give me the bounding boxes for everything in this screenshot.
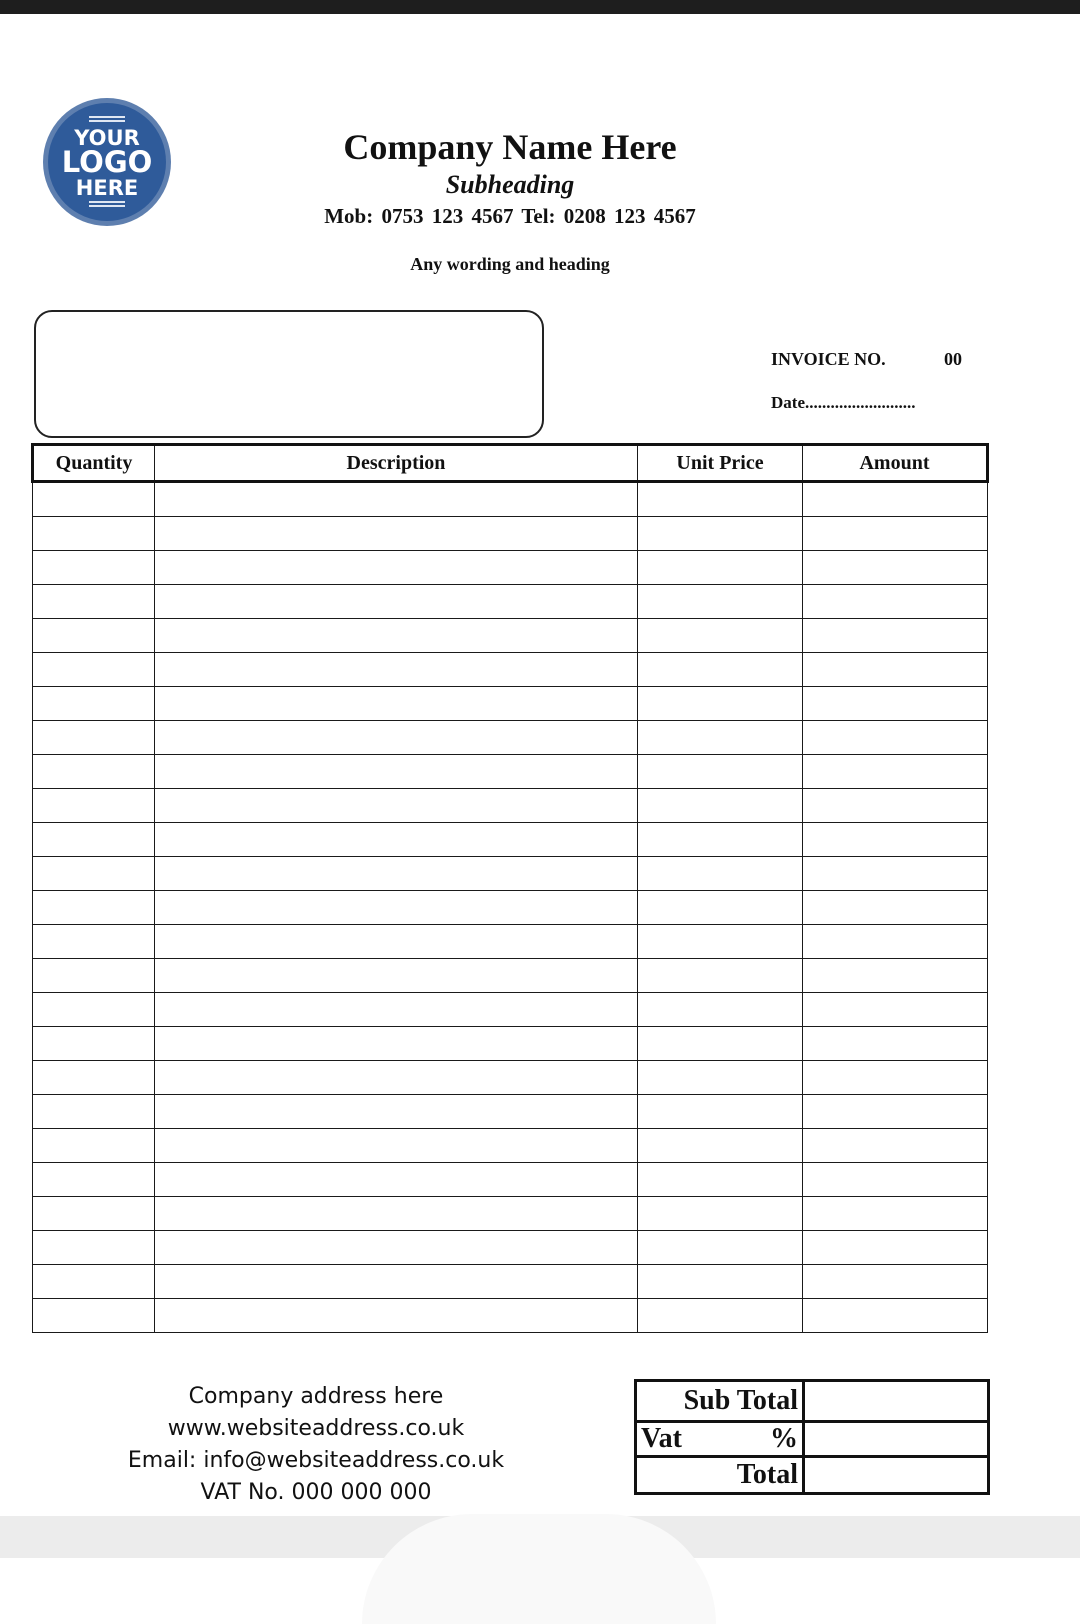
table-row: [33, 1129, 988, 1163]
unit-price-cell[interactable]: [638, 1299, 803, 1333]
top-bar: [0, 0, 1080, 14]
company-name: Company Name Here: [343, 127, 677, 167]
description-cell[interactable]: [155, 1197, 638, 1231]
total-label: Total: [636, 1457, 804, 1494]
total-value[interactable]: [804, 1457, 989, 1494]
invoice-number-value: 00: [944, 349, 962, 369]
unit-price-cell[interactable]: [638, 653, 803, 687]
amount-cell[interactable]: [803, 755, 988, 789]
unit-price-cell[interactable]: [638, 789, 803, 823]
amount-cell[interactable]: [803, 1061, 988, 1095]
table-row: [33, 1163, 988, 1197]
table-row: [33, 585, 988, 619]
unit-price-cell[interactable]: [638, 1129, 803, 1163]
amount-cell[interactable]: [803, 891, 988, 925]
description-cell[interactable]: [155, 687, 638, 721]
table-row: [33, 1095, 988, 1129]
unit-price-cell[interactable]: [638, 687, 803, 721]
vat-label-cell: [636, 1422, 804, 1457]
amount-cell[interactable]: [803, 1129, 988, 1163]
amount-cell[interactable]: [803, 721, 988, 755]
table-row: [33, 653, 988, 687]
description-cell[interactable]: [155, 789, 638, 823]
unit-price-cell[interactable]: [638, 517, 803, 551]
vat-label: Vat: [641, 1423, 682, 1454]
line-items-table: [31, 443, 989, 1333]
table-row: [33, 1299, 988, 1333]
quantity-cell[interactable]: [33, 823, 155, 857]
description-cell[interactable]: [155, 857, 638, 891]
description-cell[interactable]: [155, 925, 638, 959]
vat-percent-sign: %: [770, 1423, 798, 1454]
unit-price-cell[interactable]: [638, 1197, 803, 1231]
sub-total-value[interactable]: [804, 1381, 989, 1422]
table-row: [33, 1231, 988, 1265]
quantity-cell[interactable]: [33, 653, 155, 687]
amount-cell[interactable]: [803, 1231, 988, 1265]
amount-cell[interactable]: [803, 1027, 988, 1061]
table-row: [33, 993, 988, 1027]
quantity-cell[interactable]: [33, 1095, 155, 1129]
company-footer: [110, 1381, 522, 1509]
description-cell[interactable]: [155, 755, 638, 789]
description-cell[interactable]: [155, 482, 638, 517]
table-row: [33, 482, 988, 517]
amount-cell[interactable]: [803, 653, 988, 687]
table-row: [33, 551, 988, 585]
header-description: Description: [155, 445, 638, 482]
description-cell[interactable]: [155, 1095, 638, 1129]
table-row: [33, 1027, 988, 1061]
description-cell[interactable]: [155, 585, 638, 619]
description-cell[interactable]: [155, 551, 638, 585]
description-cell[interactable]: [155, 517, 638, 551]
unit-price-cell[interactable]: [638, 1163, 803, 1197]
amount-cell[interactable]: [803, 1095, 988, 1129]
unit-price-cell[interactable]: [638, 585, 803, 619]
customer-address-box[interactable]: [34, 310, 544, 438]
description-cell[interactable]: [155, 993, 638, 1027]
totals-table: [634, 1379, 990, 1495]
unit-price-cell[interactable]: [638, 1061, 803, 1095]
unit-price-cell[interactable]: [638, 1231, 803, 1265]
company-logo: [42, 97, 172, 227]
amount-cell[interactable]: [803, 687, 988, 721]
unit-price-cell[interactable]: [638, 755, 803, 789]
unit-price-cell[interactable]: [638, 1095, 803, 1129]
description-cell[interactable]: [155, 1299, 638, 1333]
unit-price-cell[interactable]: [638, 482, 803, 517]
description-cell[interactable]: [155, 619, 638, 653]
quantity-cell[interactable]: [33, 585, 155, 619]
unit-price-cell[interactable]: [638, 993, 803, 1027]
vat-row: [636, 1422, 989, 1457]
vat-value[interactable]: [804, 1422, 989, 1457]
table-row: [33, 1061, 988, 1095]
quantity-cell[interactable]: [33, 755, 155, 789]
quantity-cell[interactable]: [33, 789, 155, 823]
header-quantity: Quantity: [33, 445, 155, 482]
company-address: Company address here: [188, 1384, 444, 1409]
amount-cell[interactable]: [803, 1163, 988, 1197]
amount-cell[interactable]: [803, 1265, 988, 1299]
table-row: [33, 687, 988, 721]
table-row: [33, 721, 988, 755]
amount-cell[interactable]: [803, 857, 988, 891]
amount-cell[interactable]: [803, 993, 988, 1027]
quantity-cell[interactable]: [33, 687, 155, 721]
quantity-cell[interactable]: [33, 1163, 155, 1197]
table-body: [33, 482, 988, 1333]
quantity-cell[interactable]: [33, 1265, 155, 1299]
amount-cell[interactable]: [803, 959, 988, 993]
quantity-cell[interactable]: [33, 925, 155, 959]
table-row: [33, 619, 988, 653]
email-address: Email: info@websiteaddress.co.uk: [127, 1448, 505, 1473]
amount-cell[interactable]: [803, 1197, 988, 1231]
unit-price-cell[interactable]: [638, 1265, 803, 1299]
unit-price-cell[interactable]: [638, 925, 803, 959]
table-row: [33, 517, 988, 551]
logo-text-here: HERE: [75, 176, 139, 200]
logo-text-logo: LOGO: [61, 145, 153, 179]
unit-price-cell[interactable]: [638, 1027, 803, 1061]
logo-text-your: YOUR: [74, 126, 140, 150]
table-row: [33, 755, 988, 789]
logo-badge-icon: [42, 97, 172, 227]
invoice-number-label: INVOICE NO.: [771, 349, 886, 369]
description-cell[interactable]: [155, 1265, 638, 1299]
amount-cell[interactable]: [803, 551, 988, 585]
subheading: Subheading: [445, 170, 575, 199]
quantity-cell[interactable]: [33, 551, 155, 585]
unit-price-cell[interactable]: [638, 959, 803, 993]
quantity-cell[interactable]: [33, 1197, 155, 1231]
amount-cell[interactable]: [803, 1299, 988, 1333]
total-row: [636, 1457, 989, 1494]
sub-total-label: Sub Total: [636, 1381, 804, 1422]
website-address: www.websiteaddress.co.uk: [167, 1416, 465, 1441]
quantity-cell[interactable]: [33, 1299, 155, 1333]
amount-cell[interactable]: [803, 925, 988, 959]
table-row: [33, 959, 988, 993]
table-row: [33, 789, 988, 823]
header-amount: Amount: [803, 445, 988, 482]
description-cell[interactable]: [155, 721, 638, 755]
header-unit-price: Unit Price: [638, 445, 803, 482]
table-header-row: [33, 445, 988, 482]
quantity-cell[interactable]: [33, 619, 155, 653]
table-row: [33, 857, 988, 891]
description-cell[interactable]: [155, 1163, 638, 1197]
quantity-cell[interactable]: [33, 993, 155, 1027]
description-cell[interactable]: [155, 1061, 638, 1095]
date-field[interactable]: Date..........................: [771, 393, 916, 412]
quantity-cell[interactable]: [33, 1061, 155, 1095]
amount-cell[interactable]: [803, 823, 988, 857]
quantity-cell[interactable]: [33, 1129, 155, 1163]
vat-number: VAT No. 000 000 000: [200, 1480, 432, 1505]
table-row: [33, 1197, 988, 1231]
amount-cell[interactable]: [803, 789, 988, 823]
description-cell[interactable]: [155, 1231, 638, 1265]
quantity-cell[interactable]: [33, 857, 155, 891]
unit-price-cell[interactable]: [638, 891, 803, 925]
unit-price-cell[interactable]: [638, 551, 803, 585]
unit-price-cell[interactable]: [638, 823, 803, 857]
quantity-cell[interactable]: [33, 891, 155, 925]
wording-heading: Any wording and heading: [410, 254, 610, 274]
table-row: [33, 925, 988, 959]
table-row: [33, 823, 988, 857]
quantity-cell[interactable]: [33, 1231, 155, 1265]
unit-price-cell[interactable]: [638, 857, 803, 891]
description-cell[interactable]: [155, 1129, 638, 1163]
contact-numbers: Mob: 0753 123 4567 Tel: 0208 123 4567: [324, 204, 696, 228]
unit-price-cell[interactable]: [638, 721, 803, 755]
amount-cell[interactable]: [803, 517, 988, 551]
table-row: [33, 1265, 988, 1299]
quantity-cell[interactable]: [33, 721, 155, 755]
amount-cell[interactable]: [803, 619, 988, 653]
description-cell[interactable]: [155, 891, 638, 925]
quantity-cell[interactable]: [33, 482, 155, 517]
description-cell[interactable]: [155, 959, 638, 993]
description-cell[interactable]: [155, 653, 638, 687]
description-cell[interactable]: [155, 823, 638, 857]
description-cell[interactable]: [155, 1027, 638, 1061]
quantity-cell[interactable]: [33, 517, 155, 551]
quantity-cell[interactable]: [33, 1027, 155, 1061]
amount-cell[interactable]: [803, 482, 988, 517]
quantity-cell[interactable]: [33, 959, 155, 993]
unit-price-cell[interactable]: [638, 619, 803, 653]
table-row: [33, 891, 988, 925]
bottom-overlay-shape: [362, 1514, 716, 1624]
sub-total-row: [636, 1381, 989, 1422]
amount-cell[interactable]: [803, 585, 988, 619]
